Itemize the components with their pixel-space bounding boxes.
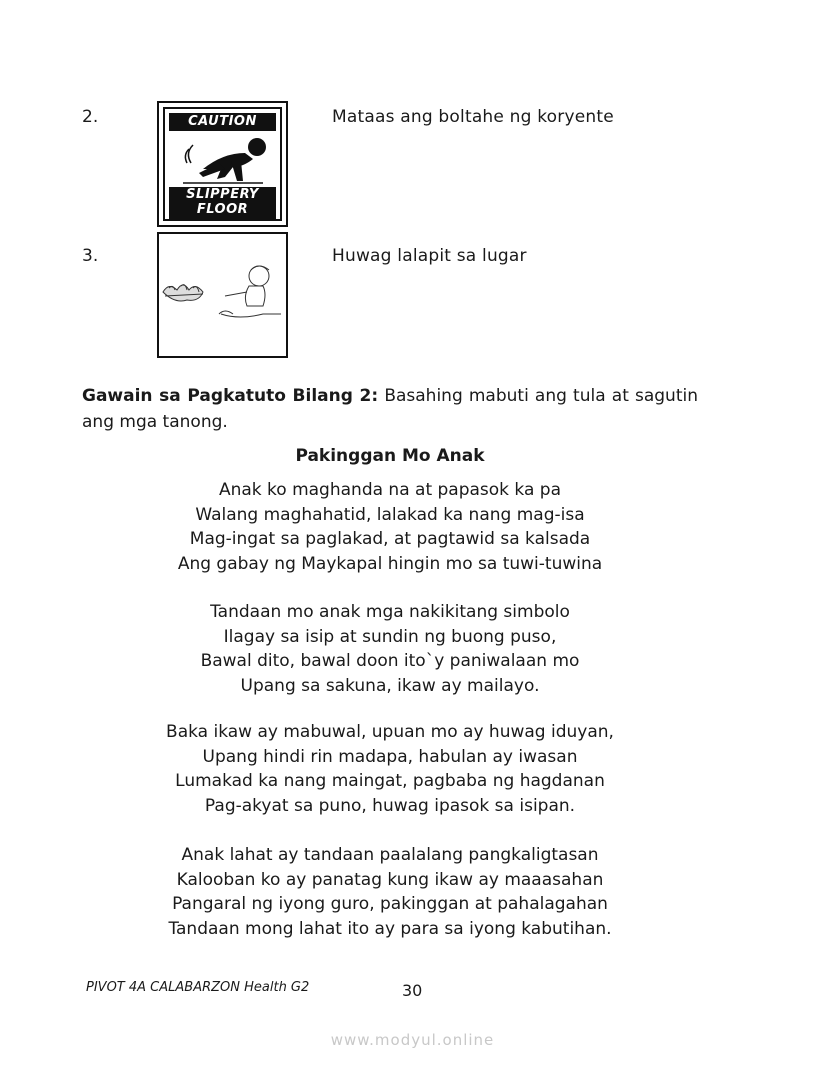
activity-instruction: Basahing mabuti ang tula at sagutin <box>384 386 698 406</box>
item-text: Huwag lalapit sa lugar <box>332 246 527 266</box>
watermark: www.modyul.online <box>330 1031 495 1049</box>
poem-stanza: Baka ikaw ay mabuwal, upuan mo ay huwag iduyan, Upang hindi rin madapa, habulan ay iwasan Lumakad ka nang maingat, pagbaba ng hagdanan Pag-akyat sa puno, huwag ipasok sa isipan. <box>166 722 614 816</box>
item-text: Mataas ang boltahe ng koryente <box>332 107 614 127</box>
slipping-person-icon <box>173 133 273 185</box>
sign-top-label: CAUTION <box>169 113 276 131</box>
item-number: 3. <box>82 246 99 266</box>
caution-slippery-floor-sign <box>157 101 288 227</box>
activity-instruction-cont: ang mga tanong. <box>82 412 228 432</box>
activity-heading <box>82 383 698 409</box>
item-number: 2. <box>82 107 99 127</box>
child-near-fire-illustration <box>157 232 288 358</box>
poem-stanza: Tandaan mo anak mga nakikitang simbolo Ilagay sa isip at sundin ng buong puso, Bawal dito, bawal doon ito`y paniwalaan mo Upang sa sakuna, ikaw ay mailayo. <box>200 602 580 696</box>
sign-bottom-label: SLIPPERY FLOOR <box>169 187 276 219</box>
poem-stanza: Anak ko maghanda na at papasok ka pa Walang maghahatid, lalakad ka nang mag-isa Mag-ingat sa paglakad, at pagtawid sa kalsada Ang gabay ng Maykapal hingin mo sa tuwi-tuwina <box>177 480 603 574</box>
poem-stanza: Anak lahat ay tandaan paalalang pangkaligtasan Kalooban ko ay panatag kung ikaw ay maaasahan Pangaral ng iyong guro, pakinggan at pahalagahan Tandaan mong lahat ito ay para sa iyong kabutihan. <box>168 845 612 939</box>
activity-label: Gawain sa Pagkatuto Bilang 2: <box>82 386 379 406</box>
page-number: 30 <box>402 981 423 1000</box>
footer-source: PIVOT 4A CALABARZON Health G2 <box>86 980 310 995</box>
poem-title: Pakinggan Mo Anak <box>295 446 485 466</box>
